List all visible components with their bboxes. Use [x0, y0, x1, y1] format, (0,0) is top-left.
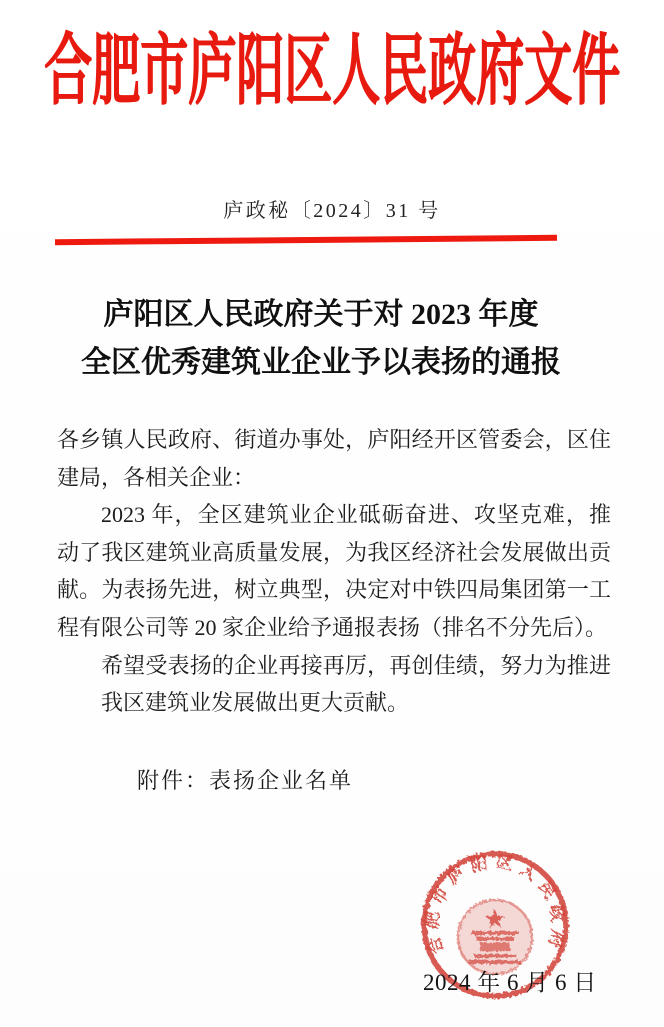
attachment-note: 附件：表扬企业名单	[137, 768, 354, 793]
document-title-line1: 庐阳区人民政府关于对 2023 年度	[103, 298, 539, 331]
red-separator-line	[55, 235, 557, 245]
body-paragraph-2: 希望受表扬的企业再接再厉，再创佳绩，努力为推进我区建筑业发展做出更大贡献。	[101, 652, 611, 716]
salutation-paragraph: 各乡镇人民政府、街道办事处，庐阳经开区管委会，区住建局，各相关企业：	[57, 427, 611, 490]
seal-national-emblem-icon	[458, 900, 532, 974]
letterhead-org-title: 合肥市庐阳区人民政府文件	[43, 29, 620, 115]
document-number: 庐政秘〔2024〕31 号	[223, 200, 441, 222]
document-title	[0, 291, 642, 387]
seal-arc-text: 合肥市庐阳区人民政府	[421, 851, 569, 957]
document-body	[57, 421, 611, 722]
document-date: 2024 年 6 月 6 日	[423, 970, 597, 995]
body-paragraph-1: 2023 年，全区建筑业企业砥砺奋进、攻坚克难，推动了我区建筑业高质量发展，为我区经济社会发展做出贡献。为表扬先进，树立典型，决定对中铁四局集团第一工程有限公司等 20 家企业给予通报表扬（排名不分先后）。	[57, 502, 611, 640]
document-title-line2: 全区优秀建筑业企业予以表扬的通报	[81, 346, 561, 379]
